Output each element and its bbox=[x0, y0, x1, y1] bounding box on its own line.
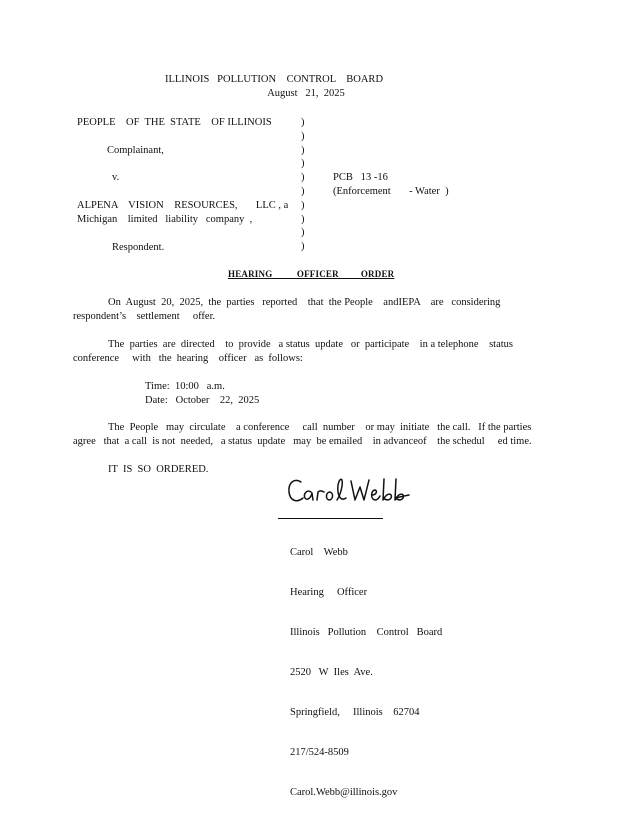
phone-number: 217/524-8509 bbox=[290, 747, 349, 758]
paren: ) bbox=[301, 227, 305, 239]
officer-title: Hearing Officer bbox=[290, 587, 368, 598]
case-number: PCB 13 -16 bbox=[333, 172, 388, 183]
paragraph-1-line-2: respondent’s settlement offer. bbox=[73, 311, 216, 322]
case-type: (Enforcement - Water ) bbox=[333, 186, 449, 197]
header-date: August 21, 2025 bbox=[267, 88, 345, 99]
city-state-zip: Springfield, Illinois 62704 bbox=[290, 707, 420, 718]
order-title: HEARING OFFICER ORDER bbox=[228, 269, 395, 279]
paragraph-3-line-1: The People may circulate a conference call number or may initiate the call. If the parties bbox=[108, 422, 532, 433]
handwritten-signature bbox=[285, 474, 415, 510]
paren: ) bbox=[301, 130, 305, 142]
signature-line bbox=[278, 518, 383, 519]
caption-respondent-name-line1: ALPENA VISION RESOURCES, LLC , a bbox=[77, 200, 289, 211]
signature-block bbox=[290, 520, 442, 813]
paren: ) bbox=[301, 241, 305, 253]
paren: ) bbox=[301, 172, 305, 184]
paragraph-2-line-2: conference with the hearing officer as follows: bbox=[73, 353, 303, 364]
paren: ) bbox=[301, 144, 305, 156]
paren: ) bbox=[301, 158, 305, 170]
agency-name: ILLINOIS POLLUTION CONTROL BOARD bbox=[164, 74, 384, 85]
organization-name: Illinois Pollution Control Board bbox=[290, 627, 443, 638]
paren: ) bbox=[301, 117, 305, 128]
paragraph-1-line-1: On August 20, 2025, the parties reported that the People andIEPA are considering bbox=[108, 297, 501, 308]
paren: ) bbox=[301, 185, 305, 197]
conference-time: Time: 10:00 a.m. bbox=[145, 381, 225, 392]
paragraph-3-line-2: agree that a call is not needed, a status update may be emailed in advanceof the schedul ed time. bbox=[73, 436, 532, 447]
caption-parentheses bbox=[301, 116, 305, 254]
caption-respondent-name-line2: Michigan limited liability company , bbox=[77, 214, 253, 225]
caption-complainant-label: Complainant, bbox=[107, 145, 164, 156]
paren: ) bbox=[301, 199, 305, 211]
closing-statement: IT IS SO ORDERED. bbox=[108, 464, 209, 475]
street-address: 2520 W Iles Ave. bbox=[290, 667, 373, 678]
caption-respondent-label: Respondent. bbox=[112, 242, 165, 253]
conference-date: Date: October 22, 2025 bbox=[145, 395, 260, 406]
caption-versus: v. bbox=[112, 172, 120, 183]
officer-name: Carol Webb bbox=[290, 547, 348, 558]
caption-plaintiff: PEOPLE OF THE STATE OF ILLINOIS bbox=[77, 117, 272, 128]
paragraph-2-line-1: The parties are directed to provide a status update or participate in a telephone status bbox=[108, 339, 513, 350]
email-address: Carol.Webb@illinois.gov bbox=[290, 787, 398, 798]
paren: ) bbox=[301, 213, 305, 225]
